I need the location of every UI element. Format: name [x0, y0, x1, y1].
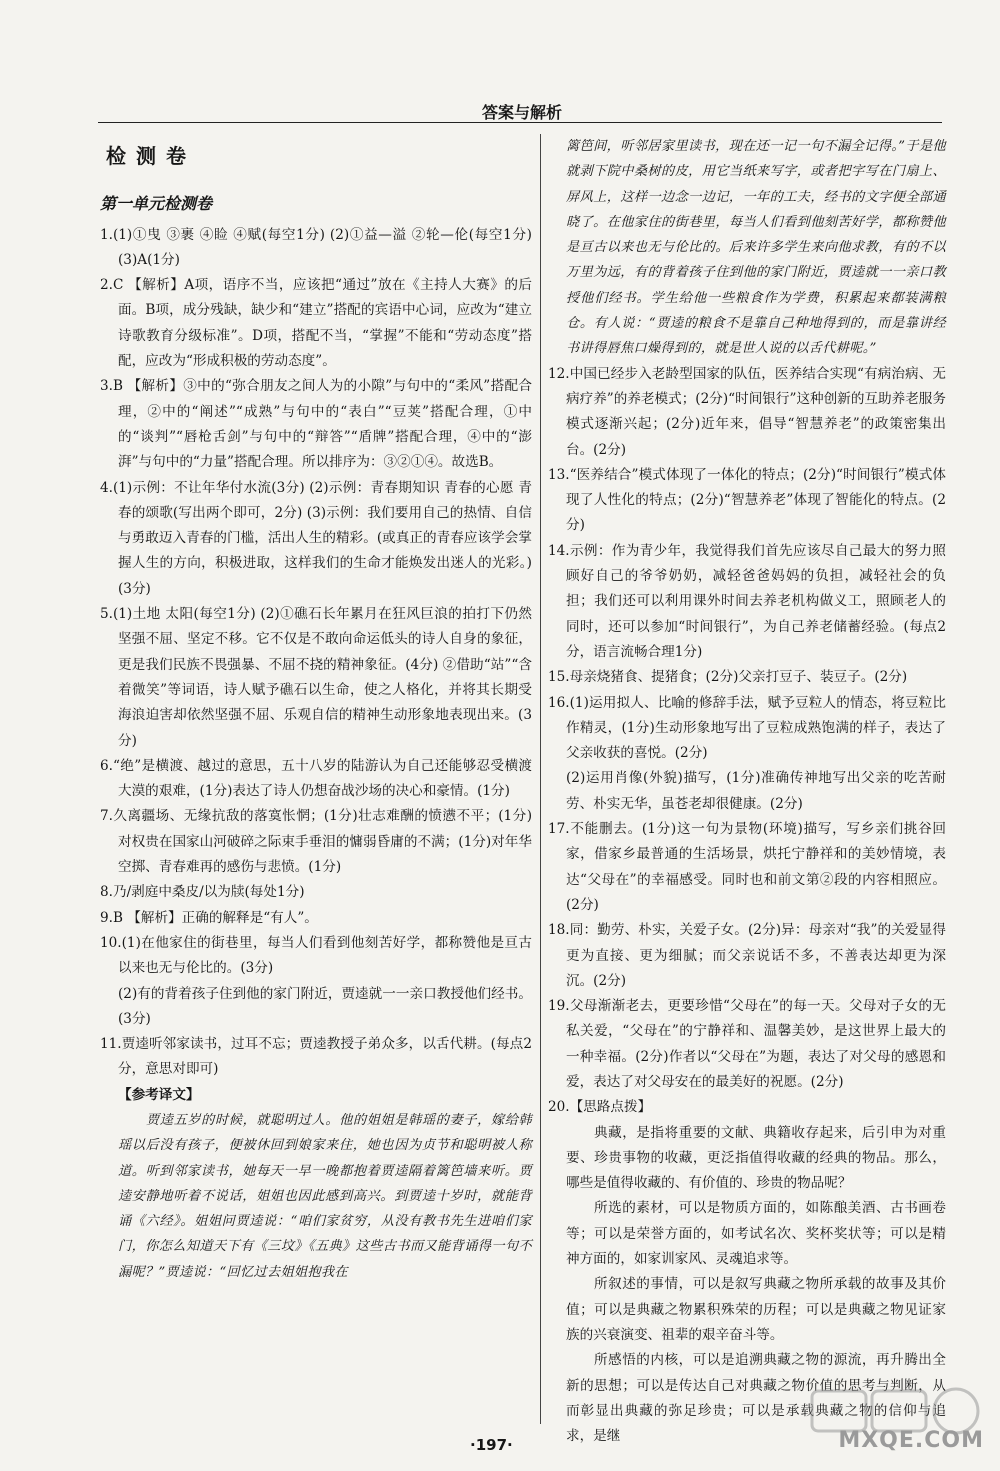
- answer-item: 12.中国已经步入老龄型国家的队伍，医养结合实现“有病治病、无病疗养”的养老模式；(2分)“时间银行”这种创新的互助养老服务模式逐渐兴起；(2分)近年来，倡导“智慧养老”的政策密集出台。(2分): [548, 365, 946, 458]
- guidance-paragraph: 所选的素材，可以是物质方面的，如陈酿美酒、古书画卷等；可以是荣誉方面的，如考试名次、奖杯奖状等；可以是精神方面的，如家训家风、灵魂追求等。: [566, 1200, 946, 1268]
- answer-item: 14.示例：作为青少年，我觉得我们首先应该尽自己最大的努力照顾好自己的爷爷奶奶，减轻爸爸妈妈的负担，减轻社会的负担；我们还可以利用课外时间去养老机构做义工，照顾老人的同时，还可以参加“时间银行”，为自己养老储蓄经验。(每点2分，语言流畅合理1分): [548, 542, 946, 660]
- answer-item: 9.B 【解析】正确的解释是“有人”。: [100, 909, 318, 926]
- page-header: [98, 100, 942, 123]
- watermark-text: MXQE.COM: [838, 1428, 984, 1453]
- right-column: [548, 134, 946, 1449]
- answer-item: 20.【思路点拨】: [548, 1099, 652, 1116]
- answer-item: 7.久离疆场、无缘抗敌的落寞怅惘；(1分)壮志难酬的愤懑不平；(1分)对权贵在国家山河破碎之际束手垂泪的慵弱昏庸的不满；(1分)对年华空掷、青春难再的感伤与悲愤。(1分): [100, 808, 532, 876]
- section-title: 检测卷: [106, 144, 196, 168]
- answer-subitem: (2)运用肖像(外貌)描写，(1分)准确传神地写出父亲的吃苦耐劳、朴实无华，虽苍老却很健康。(2分): [566, 770, 946, 812]
- answer-item: 2.C 【解析】A项，语序不当，应该把“通过”放在《主持人大赛》的后面。B项，成分残缺，缺少和“建立”搭配的宾语中心词，应改为“建立诗歌教育分级标准”。D项，搭配不当，“掌握”不能和“劳动态度”搭配，应改为“形成积极的劳动态度”。: [100, 277, 532, 370]
- answer-item: 10.(1)在他家住的街巷里，每当人们看到他刻苦好学，都称赞他是亘古以来也无与伦比的。(3分): [100, 934, 532, 977]
- answer-item: 3.B 【解析】③中的“弥合朋友之间人为的小隙”与句中的“柔风”搭配合理，②中的“阐述”“成熟”与句中的“表白”“豆荚”搭配合理，①中的“谈判”“唇枪舌剑”与句中的“辩答”“盾牌”搭配合理，④中的“澎湃”与句中的“力量”搭配合理。所以排序为：③②①④。故选B。: [100, 378, 532, 471]
- left-column: [100, 134, 532, 1285]
- answer-item: 8.乃/剥庭中桑皮/以为牍(每处1分): [100, 884, 305, 901]
- answer-item: 4.(1)示例：不让年华付水流(3分) (2)示例：青春期知识 青春的心愿 青春的颂歌(写出两个即可，2分) (3)示例：我们要用自己的热情、自信与勇敢迈入青春的门槛，活出人生的精彩。(或真正的青春应该学会掌握人生的方向，积极进取，这样我们的生命才能焕发出迷人的光彩。)(3分): [100, 479, 532, 597]
- answer-item: 17.不能删去。(1分)这一句为景物(环境)描写，写乡亲们挑谷回家，借家乡最普通的生活场景，烘托宁静祥和的美妙情境，表达“父母在”的幸福感受。同时也和前文第②段的内容相照应。(2分): [548, 821, 946, 913]
- answer-item: 16.(1)运用拟人、比喻的修辞手法，赋予豆粒人的情态，将豆粒比作精灵，(1分)生动形象地写出了豆粒成熟饱满的样子，表达了父亲收获的喜悦。(2分): [548, 694, 946, 762]
- guidance-paragraph: 所感悟的内核，可以是追溯典藏之物的源流，再升腾出全新的思想；可以是传达自己对典藏之物价值的思考与判断，从而彰显出典藏的弥足珍贵；可以是承载典藏之物的信仰与追求，是继: [566, 1352, 946, 1445]
- answer-item: 1.(1)①曳 ③裹 ④睑 ④赋(每空1分) (2)①益—溢 ②轮—伦(每空1分) (3)A(1分): [100, 226, 532, 268]
- column-divider: [540, 134, 541, 1424]
- header-title: 答案与解析: [481, 103, 562, 122]
- answer-item: 18.同：勤劳、朴实，关爱子女。(2分)异：母亲对“我”的关爱显得更为直接、更为细腻；而父亲说话不多，不善表达却更为深沉。(2分): [548, 922, 946, 989]
- answer-item: 13.“医养结合”模式体现了一体化的特点；(2分)“时间银行”模式体现了人性化的特点；(2分)“智慧养老”体现了智能化的特点。(2分): [548, 466, 946, 534]
- answer-item: 6.“绝”是横渡、越过的意思，五十八岁的陆游认为自己还能够忍受横渡大漠的艰难，(1分)表达了诗人仍想奋战沙场的决心和豪情。(1分): [100, 757, 532, 800]
- answer-item: 15.母亲烧猪食、提猪食；(2分)父亲打豆子、装豆子。(2分): [548, 669, 908, 686]
- answer-item: 11.贾逵听邻家读书，过耳不忘；贾逵教授子弟众多，以舌代耕。(每点2分，意思对即可): [100, 1036, 532, 1078]
- answer-item: 5.(1)土地 太阳(每空1分) (2)①礁石长年累月在狂风巨浪的拍打下仍然坚强不屈、坚定不移。它不仅是不敢向命运低头的诗人自身的象征，更是我们民族不畏强暴、不屈不挠的精神象征。(4分) ②借助“站”“含着微笑”等词语，诗人赋予礁石以生命，使之人格化，并将其长期受海浪迫害却依然坚强不屈、乐观自信的精神生动形象地表现出来。(3分): [100, 606, 532, 749]
- guidance-paragraph: 所叙述的事情，可以是叙写典藏之物所承载的故事及其价值；可以是典藏之物累积殊荣的历程；可以是典藏之物见证家族的兴衰演变、祖辈的艰辛奋斗等。: [566, 1276, 946, 1343]
- reference-translation-continued: 篱笆间，听邻居家里读书，现在还一记一句不漏全记得。”于是他就剥下院中桑树的皮，用它当纸来写字，或者把字写在门扇上、屏风上，这样一边念一边记，一年的工夫，经书的文字便全部通晓了。在他家住的街巷里，每当人们看到他刻苦好学，都称赞他是亘古以来也无与伦比的。后来许多学生来向他求教，有的不以万里为远，有的背着孩子住到他的家门附近，贾逵就一一亲口教授他们经书。学生给他一些粮食作为学费，积累起来都装满粮仓。有人说：“贾逵的粮食不是靠自己种地得到的，而是靠讲经书讲得唇焦口燥得到的，就是世人说的以舌代耕呢。”: [566, 139, 946, 357]
- answer-subitem: (2)有的背着孩子住到他的家门附近，贾逵就一一亲口教授他们经书。(3分): [118, 985, 532, 1027]
- page-number: ·197·: [470, 1436, 513, 1454]
- reference-translation: 贾逵五岁的时候，就聪明过人。他的姐姐是韩瑶的妻子，嫁给韩瑶以后没有孩子，便被休回到娘家来住，她也因为贞节和聪明被人称道。听到邻家读书，她每天一早一晚都抱着贾逵隔着篱笆墙来听。贾逵安静地听着不说话，姐姐也因此感到高兴。到贾逵十岁时，就能背诵《六经》。姐姐问贾逵说：“咱们家贫穷，从没有教书先生进咱们家门，你怎么知道天下有《三坟》《五典》这些古书而又能背诵得一句不漏呢？”贾逵说：“回忆过去姐姐抱我在: [118, 1112, 532, 1280]
- reference-translation-heading: 【参考译文】: [118, 1086, 200, 1103]
- answer-item: 19.父母渐渐老去，更要珍惜“父母在”的每一天。父母对子女的无私关爱，“父母在”的宁静祥和、温馨美妙，是这世界上最大的一种幸福。(2分)作者以“父母在”为题，表达了对父母的感恩和爱，表达了对父母安在的最美好的祝愿。(2分): [548, 998, 946, 1090]
- unit-title: 第一单元检测卷: [100, 194, 213, 214]
- guidance-paragraph: 典藏，是指将重要的文献、典籍收存起来，后引申为对重要、珍贵事物的收藏，更泛指值得收藏的经典的物品。那么，哪些是值得收藏的、有价值的、珍贵的物品呢？: [566, 1124, 946, 1192]
